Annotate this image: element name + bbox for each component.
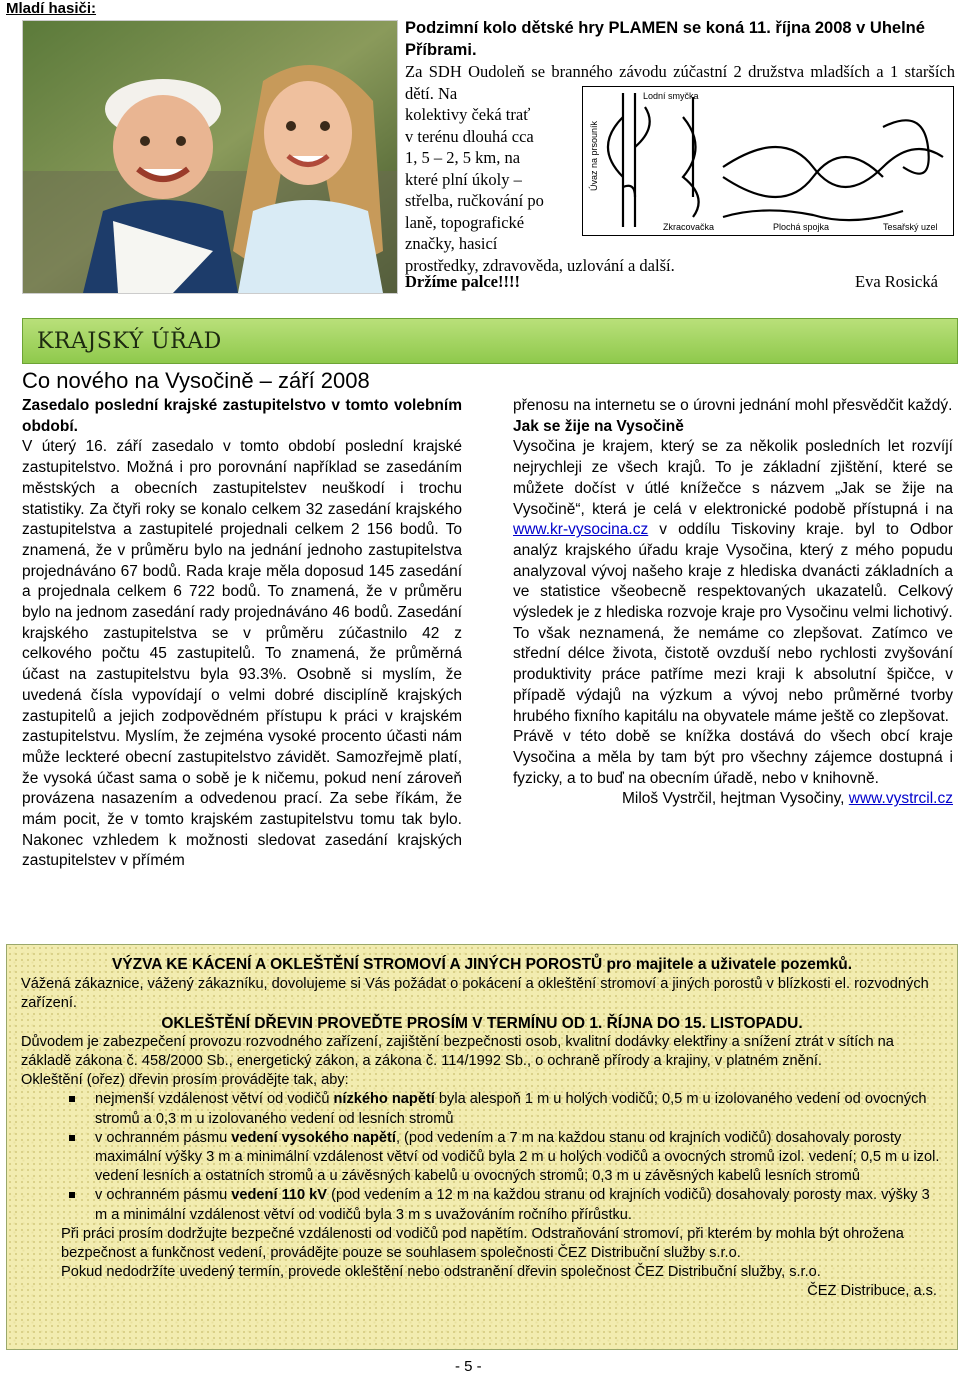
right-signature: Miloš Vystrčil, hejtman Vysočiny, www.vystrcil.cz bbox=[621, 790, 953, 808]
plamen-narrow-5: střelba, ručkování po bbox=[405, 191, 544, 210]
left-text: V úterý 16. září zasedalo v tomto období poslední krajské zastupitelstvo. Možná i pro porovnání například se zasedáním městských a obecních zastupitelstev neuškodí i trochu statistiky. Za čtyři roky se konalo celkem 32 zasedání krajského zastupitelstva a zastupitelé projednali celkem 2 156 bodů. To znamená, že v průměru bylo na jednání jednoho zastupitelstva projednáváno 67 bodů. Rada kraje měla doposud 145 zasedání a projednala celkem 6 722 bodů. To znamená, že v průměru bylo na jednom zasedání rady projednáváno 46 bodů. Zasedání krajského zastupitelstva se v průměru zúčastnilo 42 z celkového počtu 45 zastupitelů. To znamená, že průměrná účast na zastupitelstvu byla 93.3%. Osobně si myslím, že uvedená čísla vypovídají o velmi dobré disciplíně krajských zastupitelů a jejich zodpovědném přístupu k práci v krajském zastupitelstvu. Myslím, že zejména vysoké procento účasti nám může leckteré obecní zastupitelstvo závidět. Samozřejmě platí, že vysoká účast sama o sobě je k ničemu, pokud není zároveň provázena nasazením a odvedenou prací. Za sebe říkám, že mám pocit, že v tomto krajském zastupitelstvu tomu tak bylo. Nakonec vzhledem k možnosti sledovat zasedání krajských zastupitelstev v přímém bbox=[22, 438, 462, 870]
notice-reason: Důvodem je zabezpečení provozu rozvodného zařízení, zajištění bezpečnosti osob, kvalitní dodávky elektřiny a snížení ztrát v sítích na základě zákona č. 458/2000 Sb., energetický zákon, a zákona č. 114/1992 Sb., o ochraně přírody a krajiny, v platném znění. bbox=[21, 1033, 894, 1070]
notice-title: VÝZVA KE KÁCENÍ A OKLEŠTĚNÍ STROMOVÍ A JINÝCH POROSTŮ pro majitele a uživatele pozemků. bbox=[111, 956, 853, 973]
right-paragraph-3: Právě v této době se knížka dostává do všech obcí kraje Vysočina a měla by tam být pro všechny zájemce dostupná i fyzicky, a to buď na obecním úřadě, nebo v knihovně. bbox=[513, 728, 953, 787]
notice-bullets bbox=[21, 1090, 943, 1224]
children-photo bbox=[22, 20, 398, 294]
section-label: Mladí hasiči: bbox=[6, 0, 97, 17]
notice-bullet-2: v ochranném pásmu vedení vysokého napětí, (pod vedením a 7 m na každou stanu od krajních vodičů) dosahovaly porosty maximální výšky 3 m a minimální vzdálenost větví od vodičů byla 2 m u holých vodičů a ovocných stromů izol. vedení; 0,5 m u izol. vedení lesních a ostatních stromů a u závěsných kabelů u ovocných stromů; 0,3 m u závěsných kabelů lesních stromů bbox=[95, 1129, 943, 1187]
right-heading: Jak se žije na Vysočině bbox=[513, 417, 684, 435]
left-column bbox=[22, 396, 462, 872]
right-paragraph-2: To však neznamená, že nemáme co zlepšovat. Zatímco ve střední délce života, čistotě ovzduší nebo rychlosti zvyšování produktivity práce patříme mezi kraji k absolutní špičce, v případě výdajů na výzkum a vývoj nebo průměrné tvorby hrubého fixního kapitálu na obyvatele máme ještě co zlepšovat. bbox=[513, 624, 953, 725]
article-subtitle: Co nového na Vysočině – září 2008 bbox=[22, 368, 370, 393]
page-number: - 5 - bbox=[455, 1358, 482, 1375]
right-continuation: přenosu na internetu se o úrovni jednání mohl přesvědčit každý. bbox=[513, 397, 953, 414]
knots-illustration bbox=[582, 86, 954, 236]
plamen-narrow-2: v terénu dlouhá cca bbox=[405, 126, 534, 146]
right-column bbox=[513, 396, 953, 810]
knot-label-2: Úvaz na prsouník bbox=[589, 120, 599, 191]
knot-label-1: Lodní smyčka bbox=[643, 91, 699, 101]
plamen-author: Eva Rosická bbox=[855, 272, 938, 291]
knot-label-3: Zkracovačka bbox=[663, 222, 715, 232]
notice-bullet-1: nejmenší vzdálenost větví od vodičů nízkého napětí byla alespoň 1 m u holých vodičů; 0,5 m u izolovaného vedení od ovocných stromů a 0,3 m u izolovaného vedení od lesních stromů bbox=[95, 1090, 943, 1128]
vystrcil-link[interactable]: www.vystrcil.cz bbox=[848, 790, 953, 808]
plamen-line1: Za SDH Oudoleň se branného závodu zúčastní 2 družstva mladších a 1 starších dětí. Na bbox=[405, 62, 955, 103]
krajsky-urad-banner bbox=[22, 318, 958, 364]
notice-warning: Pokud nedodržíte uvedený termín, provede okleštění nebo odstranění dřevin společnost ČEZ Distribuční služby, s.r.o. bbox=[61, 1264, 821, 1281]
cez-notice-box bbox=[6, 944, 958, 1350]
plamen-narrow-1: kolektivy čeká trať bbox=[405, 105, 531, 124]
plamen-narrow-4: které plní úkoly – bbox=[405, 169, 522, 189]
left-heading: Zasedalo poslední krajské zastupitelstvo v tomto volebním období. bbox=[22, 397, 462, 435]
notice-intro: Vážená zákaznice, vážený zákazníku, dovolujeme si Vás požádat o pokácení a okleštění stromoví a jiných porostů v blízkosti el. rozvodných zařízení. bbox=[21, 976, 929, 1012]
plamen-cheer: Držíme palce!!!! bbox=[405, 272, 520, 291]
kr-vysocina-link[interactable]: www.kr-vysocina.cz bbox=[513, 521, 649, 539]
knot-label-5: Tesařský uzel bbox=[883, 222, 938, 232]
plamen-narrow-3: 1, 5 – 2, 5 km, na bbox=[405, 148, 521, 167]
plamen-last-line: prostředky, zdravověda, uzlování a další. bbox=[405, 255, 675, 275]
plamen-headline: Podzimní kolo dětské hry PLAMEN se koná 11. října 2008 v Uhelné Příbrami. bbox=[405, 19, 925, 59]
notice-signature: ČEZ Distribuce, a.s. bbox=[807, 1283, 937, 1300]
plamen-narrow-6: laně, topografické bbox=[405, 212, 525, 232]
knot-label-4: Plochá spojka bbox=[773, 222, 830, 232]
right-paragraph-1: Vysočina je krajem, který se za několik posledních let rozvíjí nejrychleji ze všech krajů. To je základní zjištění, které se můžete dočíst v útlé knížečce s názvem „Jak se žije na Vysočině“, která je celá v elektronické podobě přístupná i na www.kr-vysocina.cz v oddílu Tiskoviny kraje. byl to Odbor analýz krajského úřadu kraje Vysočina, který z mého popudu analyzoval vývoj našeho kraje z hlediska dvanácti základních a ve statistice všeobecně respektovaných ukazatelů. Celkový výsledek je z hlediska rozvoje kraje pro Vysočinu velmi lichotivý. bbox=[513, 438, 953, 622]
notice-bullet-3: v ochranném pásmu vedení 110 kV (pod vedením a 12 m na každou stranu od krajních vodičů) dosahovaly porosty max. výšky 3 m a minimální vzdálenost větví od vodičů byla 3 m s uvažováním ročního přírůstku. bbox=[95, 1186, 943, 1224]
banner-title: KRAJSKÝ ÚŘAD bbox=[37, 329, 222, 354]
plamen-narrow-7: značky, hasicí bbox=[405, 234, 498, 253]
notice-work: Při práci prosím dodržujte bezpečné vzdálenosti od vodičů pod napětím. Odstraňování stromoví, při kterém by mohla být ohrožena bezpečnost a funkčnost vedení, provádějte pouze se souhlasem společnosti ČEZ Distribuční služby s.r.o. bbox=[61, 1225, 904, 1262]
notice-lead: Okleštění (ořez) dřevin prosím provádějte tak, aby: bbox=[21, 1072, 349, 1089]
notice-subtitle: OKLEŠTĚNÍ DŘEVIN PROVEĎTE PROSÍM V TERMÍNU OD 1. ŘÍJNA DO 15. LISTOPADU. bbox=[161, 1014, 803, 1032]
